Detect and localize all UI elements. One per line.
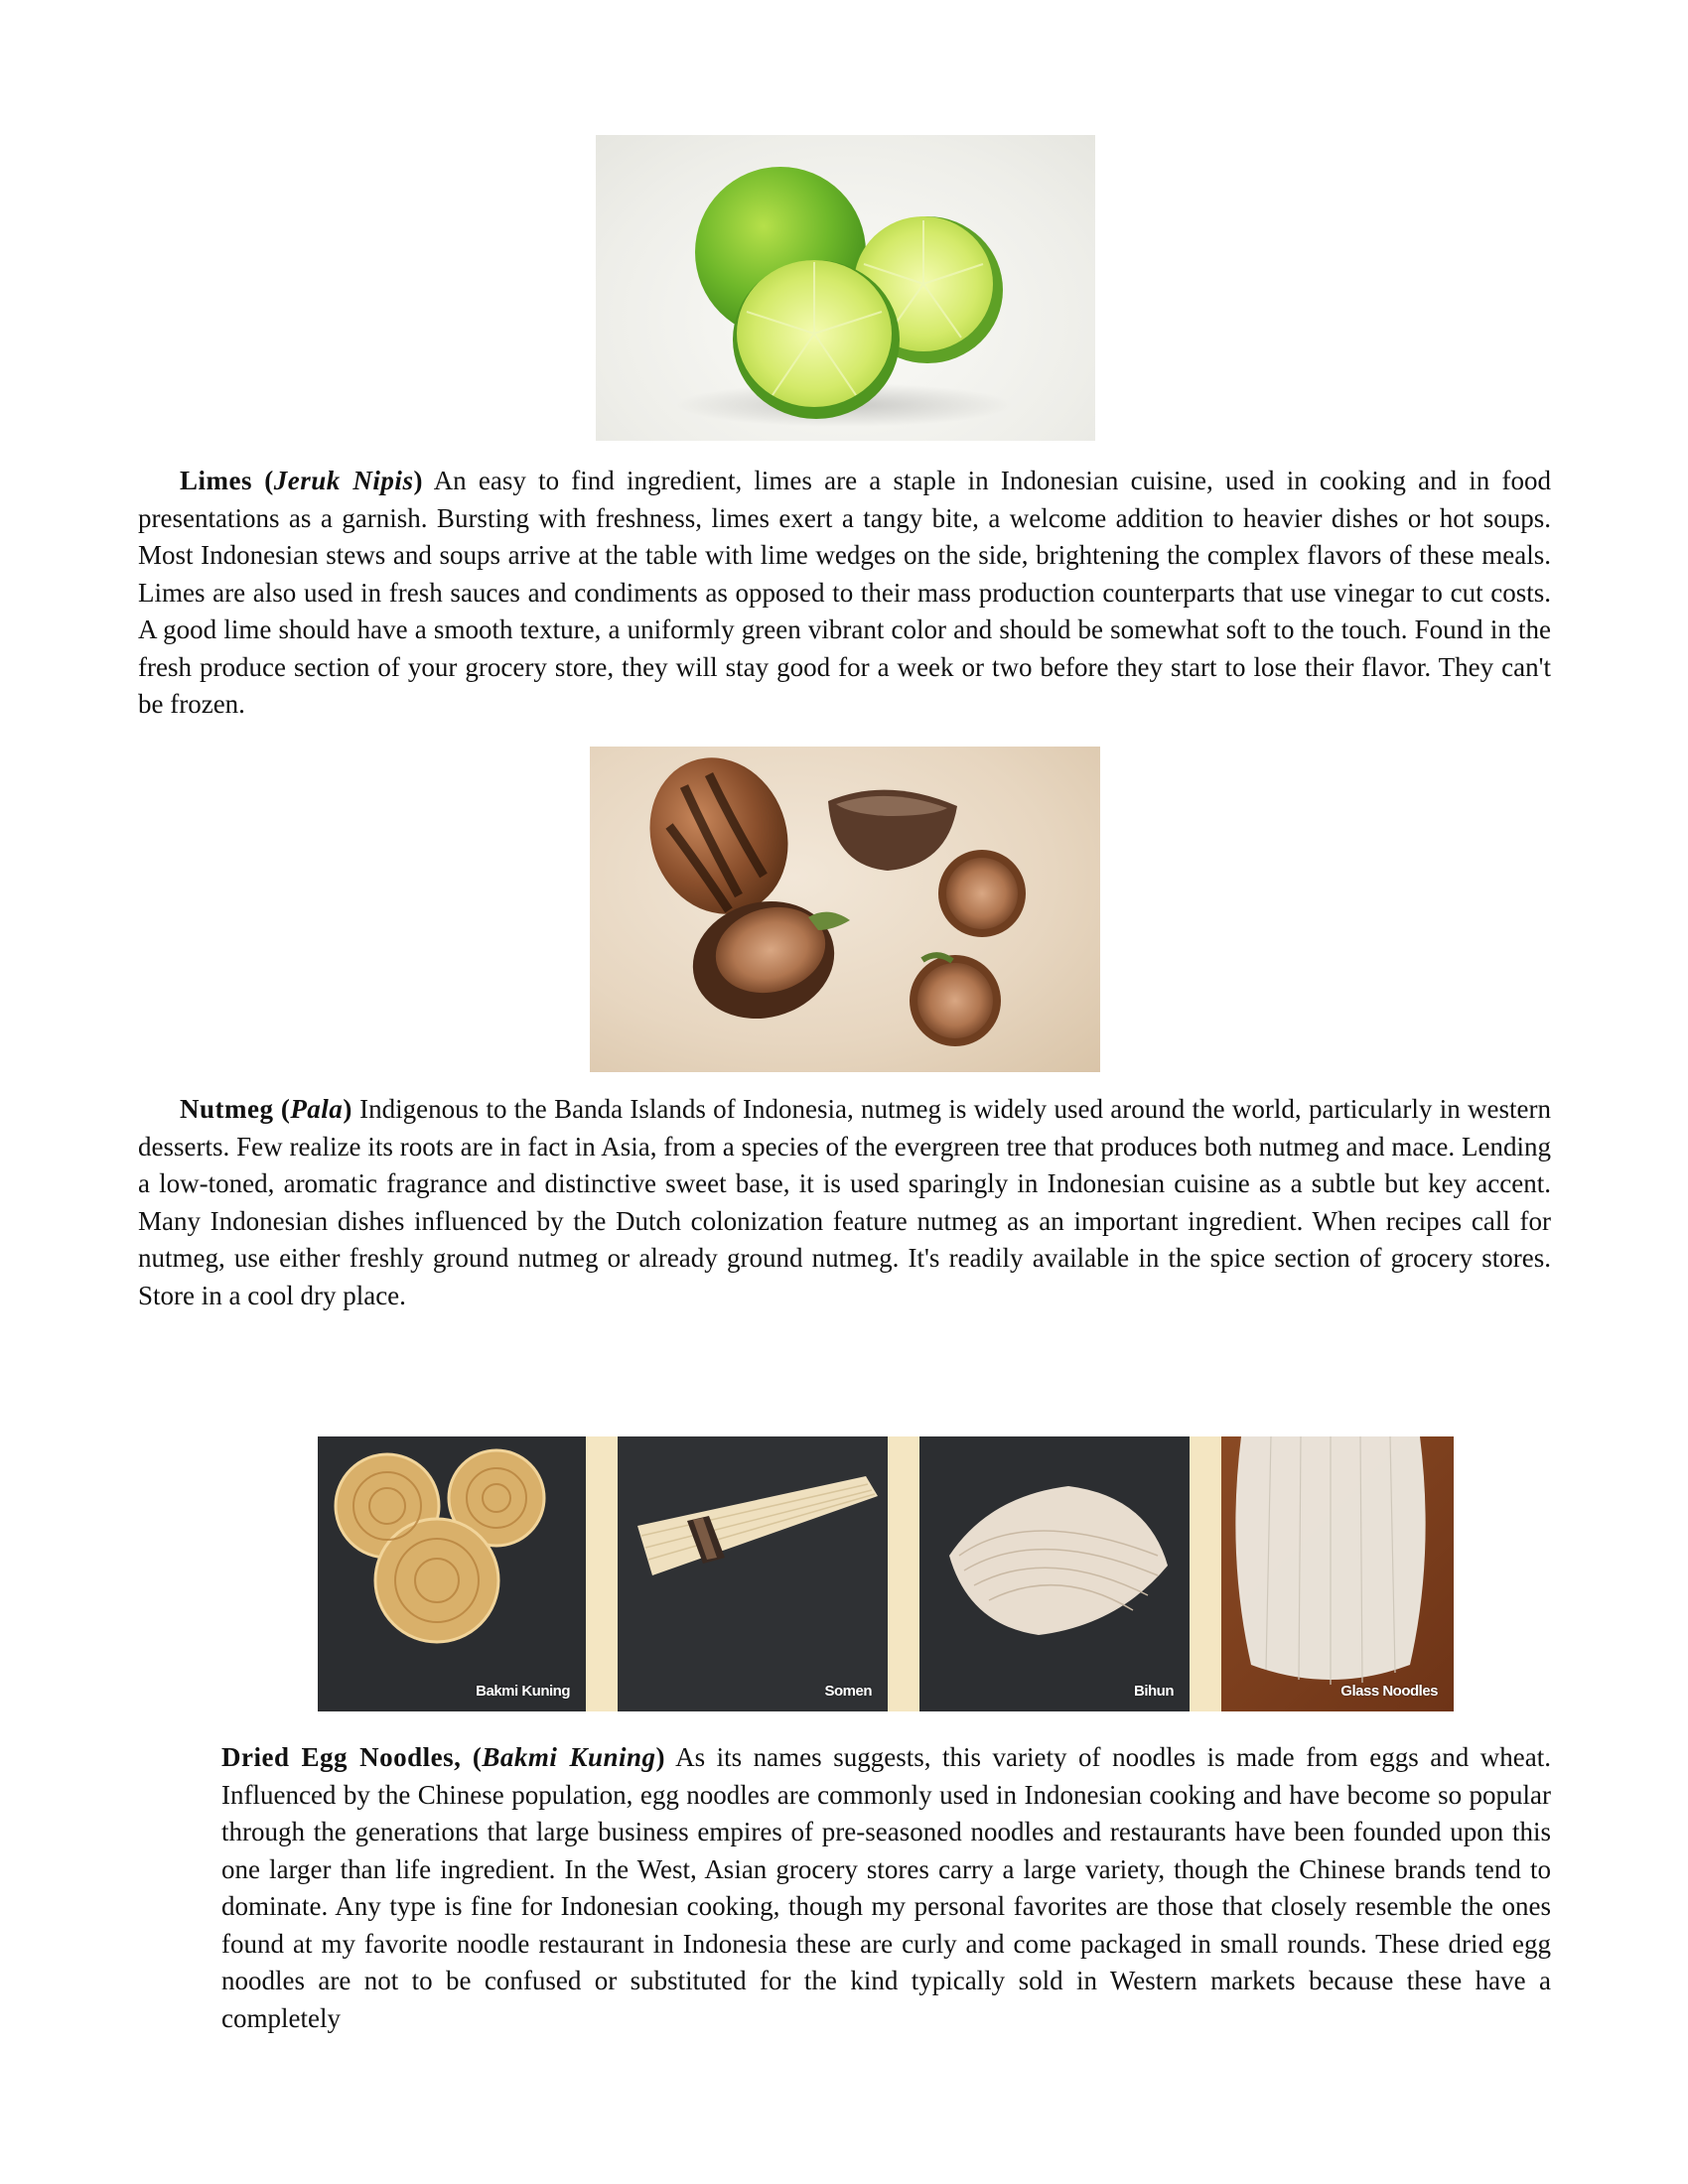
caption-bakmi-kuning: Bakmi Kuning (476, 1683, 570, 1700)
nutmeg-photo (590, 747, 1100, 1072)
limes-paragraph: Limes (Jeruk Nipis) An easy to find ingredient, limes are a staple in Indonesian cuisine, used in cooking and in food presentations as a garnish. Bursting with freshness, limes exert a tangy bite, a welcome addition to heavier dishes or hot soups. Most Indonesian stews and soups arrive at the table with lime wedges on the side, brightening the complex flavors of these meals. Limes are also used in fresh sauces and condiments as opposed to their mass production counterparts that use vinegar to cut costs. A good lime should have a smooth texture, a uniformly green vibrant color and should be somewhat soft to the touch. Found in the fresh produce section of your grocery store, they will stay good for a week or two before they start to lose their flavor. They can't be frozen. (138, 466, 1552, 719)
bihun-illustration (919, 1436, 1190, 1711)
bakmi-kuning-illustration (318, 1436, 586, 1711)
noodles-body: As its names suggests, this variety of noodles is made from eggs and wheat. Influenced by the Chinese population, egg noodles are commonly used in Indonesian cooking and have become so popular through the generations that large business empires of pre-seasoned noodles and restaurants have been founded upon this one larger than life ingredient. In the West, Asian grocery stores carry a large variety, though the Chinese brands tend to dominate. Any type is fine for Indonesian cooking, though my personal favorites are those that closely resemble the ones found at my favorite noodle restaurant in Indonesia these are curly and come packaged in small rounds. These dried egg noodles are not to be confused or substituted for the kind typically sold in Western markets because these have a completely (221, 1742, 1552, 2033)
noodles-photo-strip (318, 1436, 1454, 1711)
caption-bihun: Bihun (1134, 1683, 1174, 1700)
nutmeg-body: Indigenous to the Banda Islands of Indonesia, nutmeg is widely used around the world, particularly in western desserts. Few realize its roots are in fact in Asia, from a species of the evergreen tree that produces both nutmeg and mace. Lending a low-toned, aromatic fragrance and distinctive sweet base, it is used sparingly in Indonesian cuisine as a subtle but key accent. Many Indonesian dishes influenced by the Dutch colonization feature nutmeg as an important ingredient. When recipes call for nutmeg, use either freshly ground nutmeg or already ground nutmeg. It's readily available in the spice section of grocery stores. Store in a cool dry place. (138, 1094, 1552, 1310)
glass-noodles-illustration (1221, 1436, 1454, 1711)
nutmeg-local-name: Pala (290, 1094, 344, 1124)
limes-local-name: Jeruk Nipis (273, 466, 414, 495)
caption-somen: Somen (824, 1683, 872, 1700)
somen-illustration (618, 1436, 888, 1711)
nutmeg-illustration (590, 747, 1100, 1072)
limes-term: Limes (180, 466, 252, 495)
noodle-panel-bihun (919, 1436, 1190, 1711)
noodle-panel-glass-noodles (1221, 1436, 1454, 1711)
nutmeg-term: Nutmeg (180, 1094, 274, 1124)
noodles-local-name: Bakmi Kuning (482, 1742, 656, 1772)
noodle-panel-bakmi-kuning (318, 1436, 586, 1711)
nutmeg-paragraph: Nutmeg (Pala) Indigenous to the Banda Islands of Indonesia, nutmeg is widely used around the world, particularly in western desserts. Few realize its roots are in fact in Asia, from a species of the evergreen tree that produces both nutmeg and mace. Lending a low-toned, aromatic fragrance and distinctive sweet base, it is used sparingly in Indonesian cuisine as a subtle but key accent. Many Indonesian dishes influenced by the Dutch colonization feature nutmeg as an important ingredient. When recipes call for nutmeg, use either freshly ground nutmeg or already ground nutmeg. It's readily available in the spice section of grocery stores. Store in a cool dry place. (138, 1094, 1552, 1310)
caption-glass-noodles: Glass Noodles (1340, 1683, 1438, 1700)
limes-photo (596, 135, 1095, 441)
noodles-term: Dried Egg Noodles, (221, 1742, 462, 1772)
limes-illustration (596, 135, 1095, 441)
limes-body: An easy to find ingredient, limes are a staple in Indonesian cuisine, used in cooking and in food presentations as a garnish. Bursting with freshness, limes exert a tangy bite, a welcome addition to heavier dishes or hot soups. Most Indonesian stews and soups arrive at the table with lime wedges on the side, brightening the complex flavors of these meals. Limes are also used in fresh sauces and condiments as opposed to their mass production counterparts that use vinegar to cut costs. A good lime should have a smooth texture, a uniformly green vibrant color and should be somewhat soft to the touch. Found in the fresh produce section of your grocery store, they will stay good for a week or two before they start to lose their flavor. They can't be frozen. (138, 466, 1552, 719)
noodle-panel-somen (618, 1436, 888, 1711)
noodles-paragraph: Dried Egg Noodles, (Bakmi Kuning) As its names suggests, this variety of noodles is made from eggs and wheat. Influenced by the Chinese population, egg noodles are commonly used in Indonesian cooking and have become so popular through the generations that large business empires of pre-seasoned noodles and restaurants have been founded upon this one larger than life ingredient. In the West, Asian grocery stores carry a large variety, though the Chinese brands tend to dominate. Any type is fine for Indonesian cooking, though my personal favorites are those that closely resemble the ones found at my favorite noodle restaurant in Indonesia these are curly and come packaged in small rounds. These dried egg noodles are not to be confused or substituted for the kind typically sold in Western markets because these have a completely (221, 1742, 1552, 2033)
